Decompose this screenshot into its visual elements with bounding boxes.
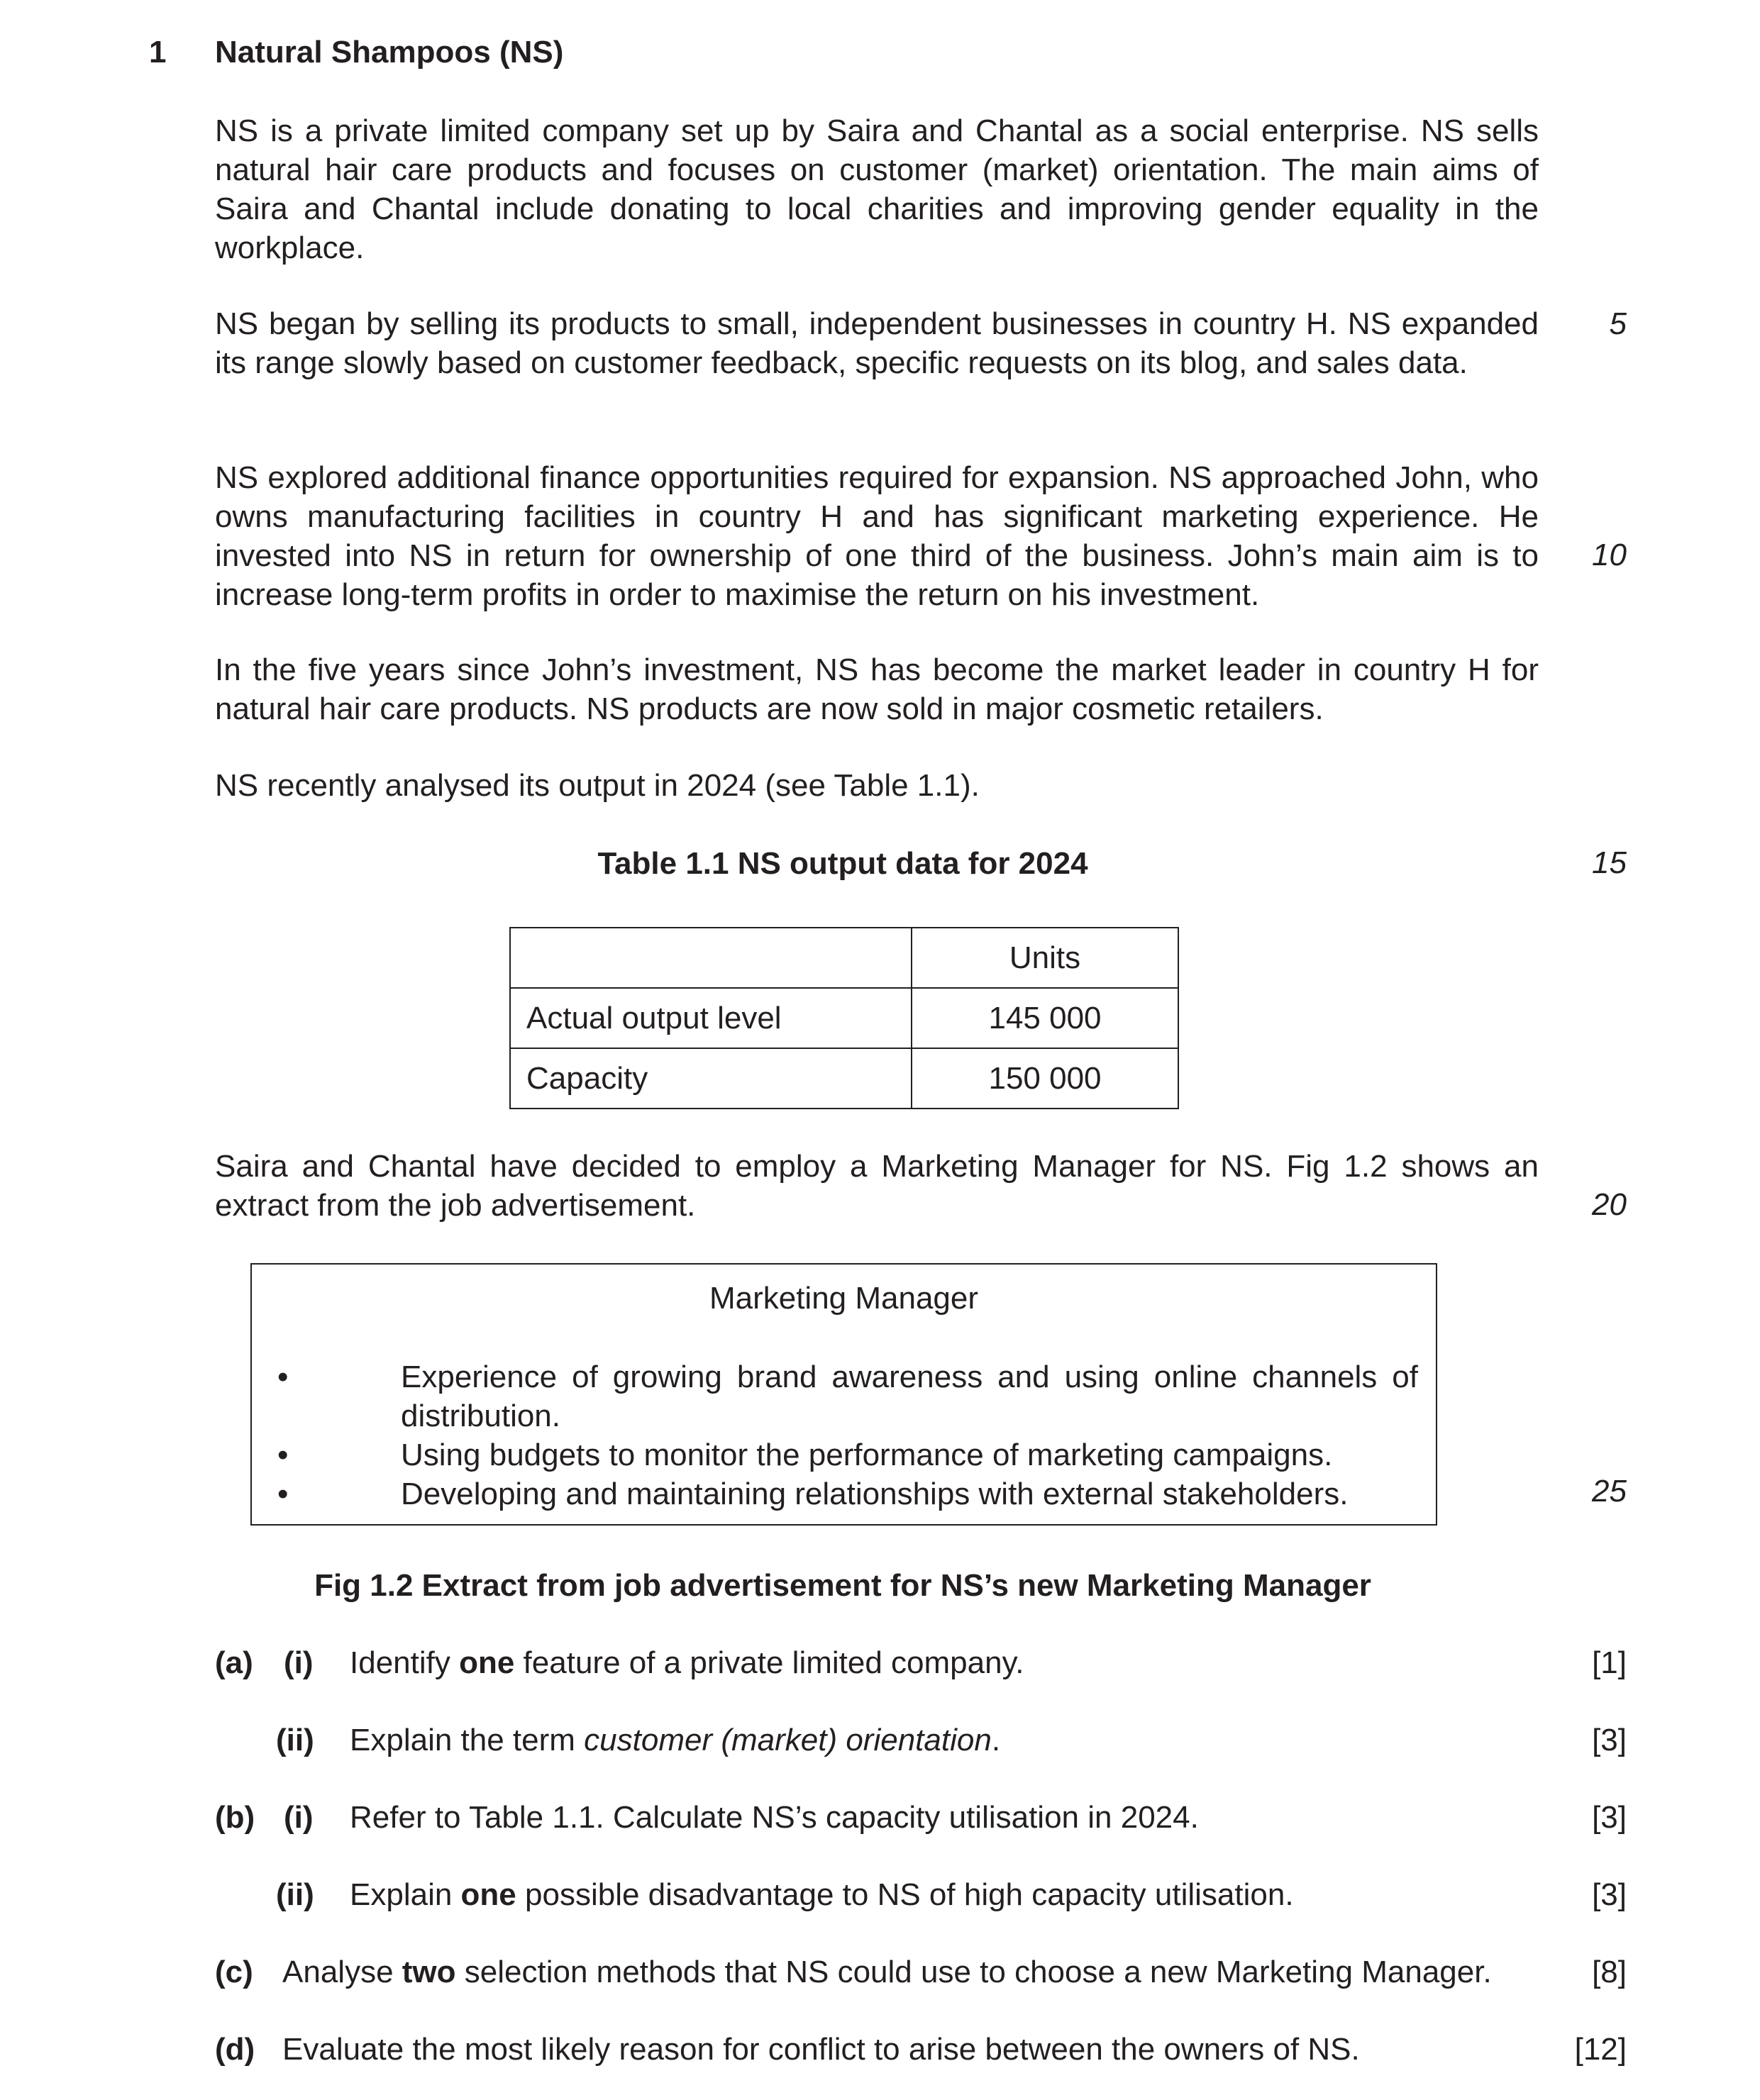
question-emphasis: one (460, 1877, 516, 1912)
question-sub-ii: (ii) (276, 1723, 314, 1757)
question-part-b: (b) (215, 1800, 255, 1835)
paragraph-3: NS explored additional finance opportunities required for expansion. NS approached John, who owns manufacturing facilities in country H and has significant marketing experience. He invested into NS in return for ownership of one third of the business. John’s main aim is to increase long-term profits in order to maximise the return on his investment. (215, 460, 1539, 612)
line-number-5: 5 (1609, 306, 1627, 341)
question-emphasis: one (459, 1645, 515, 1680)
table-row-value: 150 000 (912, 1048, 1178, 1109)
marks-d: [12] (1574, 2032, 1627, 2067)
table-row-value: 145 000 (912, 988, 1178, 1048)
question-emphasis: two (402, 1955, 456, 1989)
question-c-text (282, 1954, 1492, 1991)
bullet-icon: • (277, 1438, 289, 1472)
question-b-ii-text (350, 1877, 1294, 1913)
paragraph-1: NS is a private limited company set up by Saira and Chantal as a social enterprise. NS sells natural hair care products and focuses on customer (market) orientation. The main aims of Saira and Chantal include donating to local charities and improving gender equality in the workplace. (215, 113, 1539, 265)
advert-bullet-text: Using budgets to monitor the performance of marketing campaigns. (401, 1438, 1333, 1472)
question-term: customer (market) orientation (584, 1723, 992, 1757)
table-header-row (510, 928, 1178, 988)
advert-bullet-text: Experience of growing brand awareness and using online channels of distribution. (401, 1360, 1418, 1433)
advert-bullet-text: Developing and maintaining relationships with external stakeholders. (401, 1477, 1349, 1511)
paragraph-2: NS began by selling its products to small, independent businesses in country H. NS expanded its range slowly based on customer feedback, specific requests on its blog, and sales data. (215, 306, 1539, 380)
marks-a-ii: [3] (1592, 1723, 1627, 1757)
question-text: Explain the term (350, 1723, 585, 1757)
question-d-text: Evaluate the most likely reason for conflict to arise between the owners of NS. (282, 2032, 1360, 2067)
question-text: Identify (350, 1645, 460, 1680)
question-sub-i: (i) (284, 1800, 314, 1835)
table-row (510, 988, 1178, 1048)
output-table (509, 927, 1179, 1109)
question-text: selection methods that NS could use to choose a new Marketing Manager. (455, 1955, 1492, 1989)
question-text: . (991, 1723, 1001, 1757)
line-number-15: 15 (1592, 845, 1627, 880)
paragraph-6: Saira and Chantal have decided to employ a Marketing Manager for NS. Fig 1.2 shows an extract from the job advertisement. (215, 1149, 1539, 1223)
advert-bullet-item (275, 1357, 1418, 1435)
advert-bullet-item (275, 1474, 1418, 1513)
marks-b-i: [3] (1592, 1800, 1627, 1835)
paragraph-4: In the five years since John’s investment, NS has become the market leader in country H for natural hair care products. NS products are now sold in major cosmetic retailers. (215, 652, 1539, 726)
question-text: Explain (350, 1877, 461, 1912)
table-caption: Table 1.1 NS output data for 2024 (597, 846, 1088, 881)
question-text: feature of a private limited company. (514, 1645, 1024, 1680)
question-text: Analyse (282, 1955, 402, 1989)
table-row-label: Capacity (510, 1048, 912, 1109)
question-a-ii-text (350, 1722, 1000, 1759)
question-title: Natural Shampoos (NS) (215, 35, 564, 70)
table-row-label: Actual output level (510, 988, 912, 1048)
advert-bullet-list (275, 1357, 1418, 1513)
marks-c: [8] (1592, 1955, 1627, 1989)
bullet-icon: • (277, 1360, 289, 1394)
line-number-25: 25 (1592, 1474, 1627, 1509)
marks-a-i: [1] (1592, 1645, 1627, 1680)
table-row (510, 1048, 1178, 1109)
figure-caption: Fig 1.2 Extract from job advertisement for NS’s new Marketing Manager (314, 1568, 1371, 1603)
marks-b-ii: [3] (1592, 1877, 1627, 1912)
question-text: possible disadvantage to NS of high capacity utilisation. (516, 1877, 1294, 1912)
job-advert-box (250, 1263, 1437, 1526)
question-part-a: (a) (215, 1645, 253, 1680)
table-header-units: Units (912, 928, 1178, 988)
question-b-i-text: Refer to Table 1.1. Calculate NS’s capacity utilisation in 2024. (350, 1800, 1199, 1835)
question-sub-i: (i) (284, 1645, 314, 1680)
line-number-10: 10 (1592, 538, 1627, 572)
question-sub-ii: (ii) (276, 1877, 314, 1912)
paragraph-5: NS recently analysed its output in 2024 (see Table 1.1). (215, 768, 980, 803)
question-number: 1 (149, 35, 167, 70)
question-part-c: (c) (215, 1955, 253, 1989)
question-part-d: (d) (215, 2032, 255, 2067)
advert-bullet-item (275, 1435, 1418, 1474)
question-a-i-text (350, 1645, 1024, 1682)
advert-title: Marketing Manager (709, 1281, 979, 1316)
bullet-icon: • (277, 1477, 289, 1511)
line-number-20: 20 (1592, 1187, 1627, 1222)
table-header-cell-empty (510, 928, 912, 988)
